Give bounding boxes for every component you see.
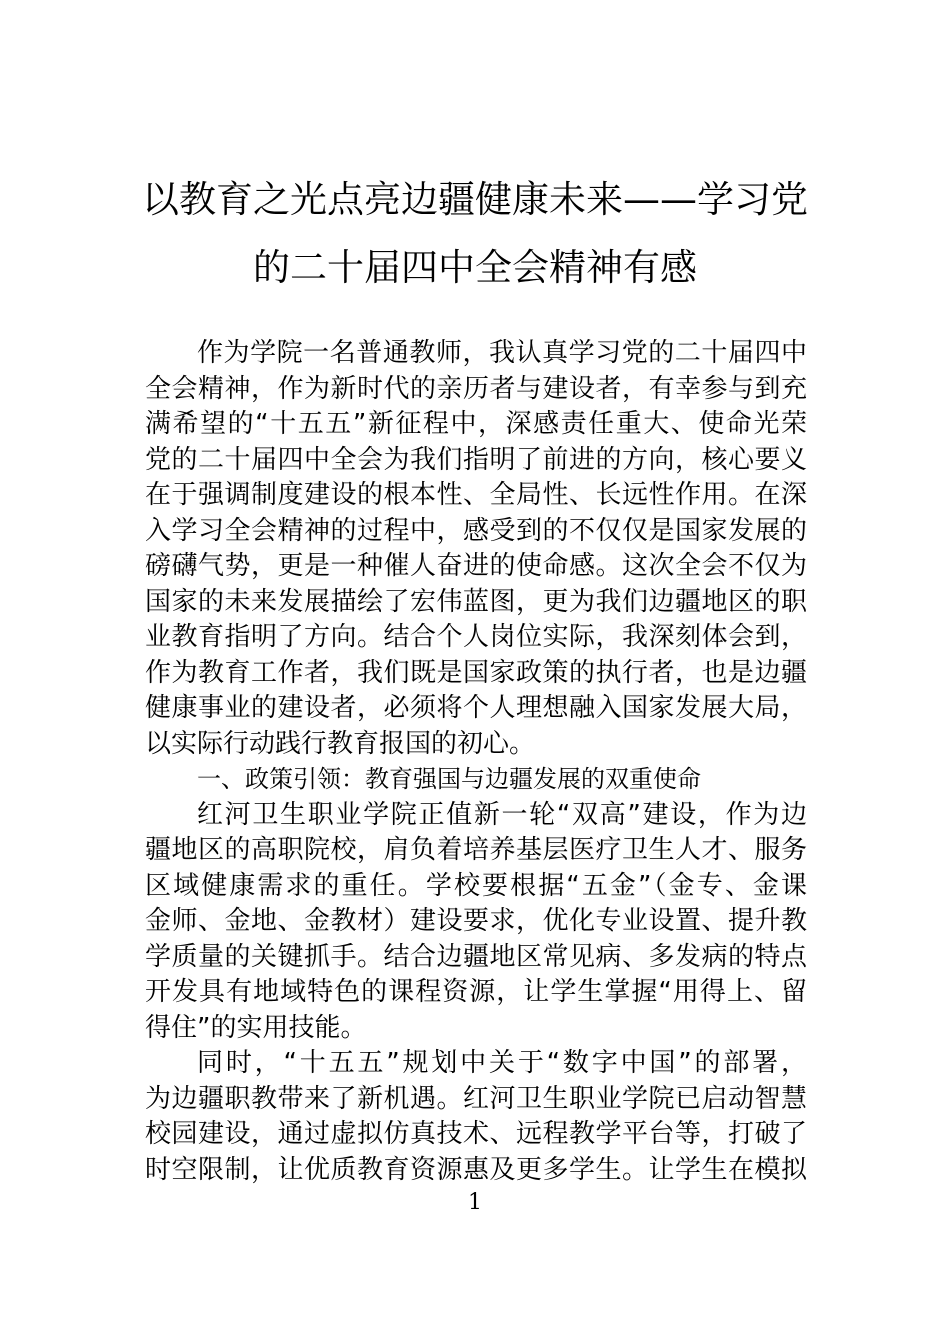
section-heading: 一、政策引领：教育强国与边疆发展的双重使命 [197,765,701,793]
paragraph-line: 以实际行动践行教育报国的初心。 [145,728,536,759]
document-body [145,336,807,1188]
paragraph-line: 金师、金地、金教材）建设要求，优化专业设置、提升教 [145,906,807,936]
paragraph-line: 作为学院一名普通教师，我认真学习党的二十届四中 [197,338,807,368]
title-line-1: 以教育之光点亮边疆健康未来——学习党 [142,178,808,221]
paragraph-line: 校园建设，通过虚拟仿真技术、远程教学平台等，打破了 [145,1119,807,1149]
paragraph-line: 时空限制，让优质教育资源惠及更多学生。让学生在模拟 [145,1154,807,1185]
paragraph-line: 在于强调制度建设的根本性、全局性、长远性作用。在深 [145,480,807,510]
paragraph-line: 国家的未来发展描绘了宏伟蓝图，更为我们边疆地区的职 [145,586,807,617]
paragraph-line: 全会精神，作为新时代的亲历者与建设者，有幸参与到充 [145,373,807,404]
paragraph-line: 学质量的关键抓手。结合边疆地区常见病、多发病的特点 [145,941,807,972]
paragraph-line: 为边疆职教带来了新机遇。红河卫生职业学院已启动智慧 [145,1083,807,1114]
paragraph-line: 得住”的实用技能。 [145,1012,367,1043]
document-title [120,166,830,302]
page-number: 1 [468,1190,482,1215]
paragraph-line: 同时，“十五五”规划中关于“数字中国”的部署， [197,1048,807,1078]
paragraph-line: 入学习全会精神的过程中，感受到的不仅仅是国家发展的 [145,515,807,546]
paragraph-line: 业教育指明了方向。结合个人岗位实际，我深刻体会到， [145,622,807,652]
paragraph-line: 红河卫生职业学院正值新一轮“双高”建设，作为边 [197,799,807,830]
paragraph-line: 满希望的“十五五”新征程中，深感责任重大、使命光荣 [145,409,807,439]
title-line-2: 的二十届四中全会精神有感 [253,246,697,289]
paragraph-line: 作为教育工作者，我们既是国家政策的执行者，也是边疆 [145,657,807,688]
paragraph-line: 磅礴气势，更是一种催人奋进的使命感。这次全会不仅为 [145,551,807,581]
paragraph-line: 开发具有地域特色的课程资源，让学生掌握“用得上、留 [145,977,807,1007]
paragraph-line: 区域健康需求的重任。学校要根据“五金”（金专、金课 [145,870,807,901]
paragraph-line: 党的二十届四中全会为我们指明了前进的方向，核心要义 [145,444,807,475]
paragraph-line: 疆地区的高职院校，肩负着培养基层医疗卫生人才、服务 [145,835,807,865]
paragraph-line: 健康事业的建设者，必须将个人理想融入国家发展大局， [145,693,807,723]
